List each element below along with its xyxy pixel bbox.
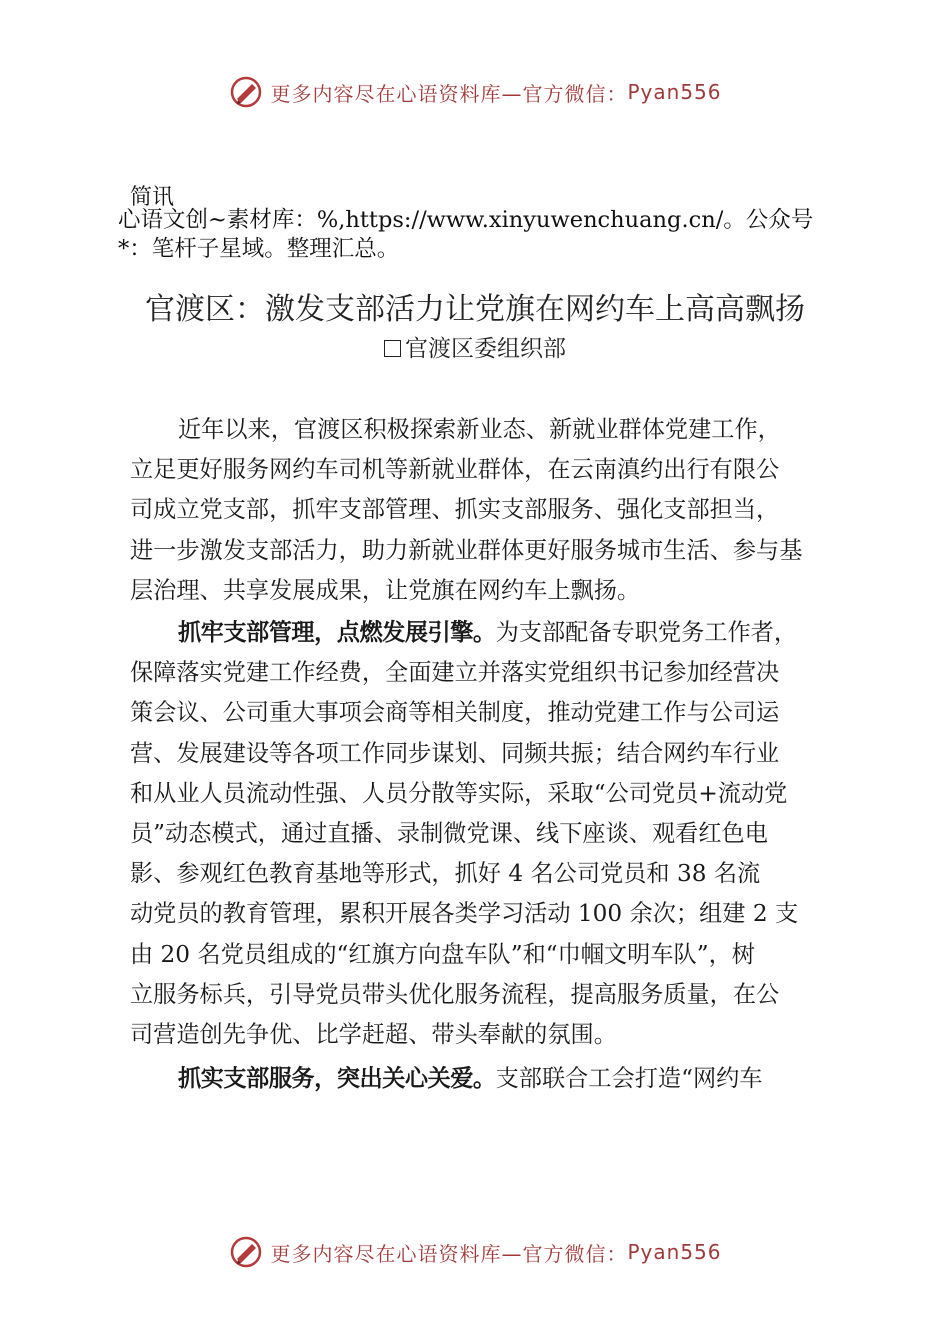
header-wechat-id: Pyan556 xyxy=(627,80,722,104)
paragraph-management xyxy=(130,613,845,1055)
header-banner xyxy=(0,72,950,112)
paragraph-line: 保障落实党建工作经费，全面建立并落实党组织书记参加经营决 xyxy=(130,659,780,687)
logo-icon xyxy=(228,74,264,110)
byline-text: 官渡区委组织部 xyxy=(405,336,566,362)
paragraph-line: 层治理、共享发展成果，让党旗在网约车上飘扬。 xyxy=(130,576,641,604)
paragraph-line: 动党员的教育管理，累积开展各类学习活动 100 余次；组建 2 支 xyxy=(130,900,799,928)
paragraph-line: 立足更好服务网约车司机等新就业群体，在云南滇约出行有限公 xyxy=(130,456,780,484)
paragraph-text: 为支部配备专职党务工作者， xyxy=(495,619,798,646)
paragraph-text: 支部联合工会打造“网约车 xyxy=(495,1065,763,1092)
header-banner-text: 更多内容尽在心语资料库—官方微信： xyxy=(270,81,628,106)
box-icon xyxy=(384,340,401,357)
footer-banner xyxy=(0,1232,950,1272)
paragraph-line: 立服务标兵，引导党员带头优化服务流程，提高服务质量，在公 xyxy=(130,980,780,1008)
paragraph-lead: 抓实支部服务，突出关心关爱。 xyxy=(178,1065,496,1092)
paragraph-line: 策会议、公司重大事项会商等相关制度，推动党建工作与公司运 xyxy=(130,699,780,727)
paragraph-line: 营、发展建设等各项工作同步谋划、同频共振；结合网约车行业 xyxy=(130,739,780,767)
source-note-line: *：笔杆子星域。整理汇总。 xyxy=(118,236,400,262)
paragraph-line: 司营造创先争优、比学赶超、带头奉献的氛围。 xyxy=(130,1020,617,1048)
paragraph-line: 近年以来，官渡区积极探索新业态、新就业群体党建工作， xyxy=(178,416,781,443)
paragraph-line xyxy=(130,1059,845,1099)
paragraph-line: 司成立党支部，抓牢支部管理、抓实支部服务、强化支部担当， xyxy=(130,496,780,524)
footer-wechat-id: Pyan556 xyxy=(627,1240,722,1264)
paragraph-line: 和从业人员流动性强、人员分散等实际，采取“公司党员+流动党 xyxy=(130,779,788,807)
paragraph-lead: 抓牢支部管理，点燃发展引擎。 xyxy=(178,619,496,646)
paragraph-intro xyxy=(130,410,845,611)
paragraph-line: 进一步激发支部活力，助力新就业群体更好服务城市生活、参与基 xyxy=(130,536,803,564)
paragraph-line: 员”动态模式，通过直播、录制微党课、线下座谈、观看红色电 xyxy=(130,819,768,847)
footer-banner-text: 更多内容尽在心语资料库—官方微信： xyxy=(270,1241,628,1266)
source-note-line: 心语文创~素材库：%,https://www.xinyuwenchuang.cn/。公众号 xyxy=(118,207,814,233)
paragraph-service xyxy=(130,1059,845,1099)
paragraph-line: 由 20 名党员组成的“红旗方向盘车队”和“巾帼文明车队”，树 xyxy=(130,940,755,968)
doc-label: 简讯 xyxy=(130,185,175,210)
byline xyxy=(0,330,950,363)
source-note xyxy=(118,206,858,264)
paragraph-line: 影、参观红色教育基地等形式，抓好 4 名公司党员和 38 名流 xyxy=(130,860,761,888)
paragraph-line xyxy=(130,613,845,653)
page-title: 官渡区：激发支部活力让党旗在网约车上高高飘扬 xyxy=(145,292,805,327)
logo-icon xyxy=(228,1234,264,1270)
